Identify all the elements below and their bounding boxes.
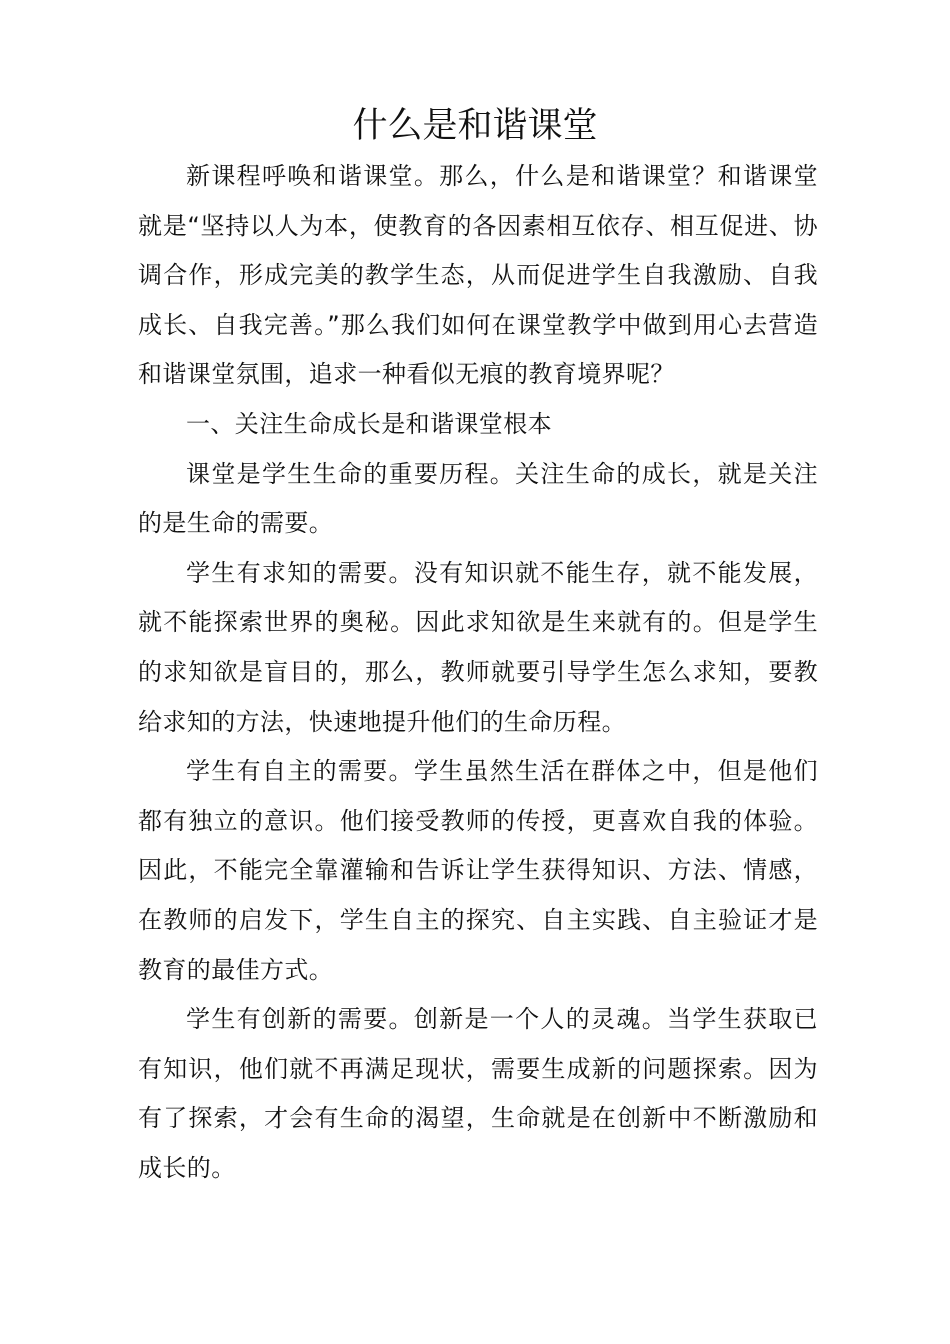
- document-title: 什么是和谐课堂: [352, 106, 598, 146]
- paragraph-innovation-need: 学生有创新的需要。创新是一个人的灵魂。当学生获取已有知识，他们就不再满足现状，需要生成新的问题探索。因为有了探索，才会有生命的渴望，生命就是在创新中不断激励和成长的。: [138, 1005, 818, 1182]
- section-heading: 一、关注生命成长是和谐课堂根本: [186, 409, 552, 438]
- document-body: [138, 152, 818, 1193]
- paragraph-classroom: 课堂是学生生命的重要历程。关注生命的成长，就是关注的是生命的需要。: [138, 459, 818, 538]
- paragraph-autonomy-need: 学生有自主的需要。学生虽然生活在群体之中，但是他们都有独立的意识。他们接受教师的传授，更喜欢自我的体验。因此，不能完全靠灌输和告诉让学生获得知识、方法、情感，在教师的启发下，学生自主的探究、自主实践、自主验证才是教育的最佳方式。: [138, 757, 818, 984]
- paragraph-intro: 新课程呼唤和谐课堂。那么，什么是和谐课堂？和谐课堂就是“坚持以人为本，使教育的各因素相互依存、相互促进、协调合作，形成完美的教学生态，从而促进学生自我激励、自我成长、自我完善。”那么我们如何在课堂教学中做到用心去营造和谐课堂氛围，追求一种看似无痕的教育境界呢？: [138, 162, 818, 389]
- paragraph-knowledge-need: 学生有求知的需要。没有知识就不能生存，就不能发展，就不能探索世界的奥秘。因此求知欲是生来就有的。但是学生的求知欲是盲目的，那么，教师就要引导学生怎么求知，要教给求知的方法，快速地提升他们的生命历程。: [138, 558, 818, 736]
